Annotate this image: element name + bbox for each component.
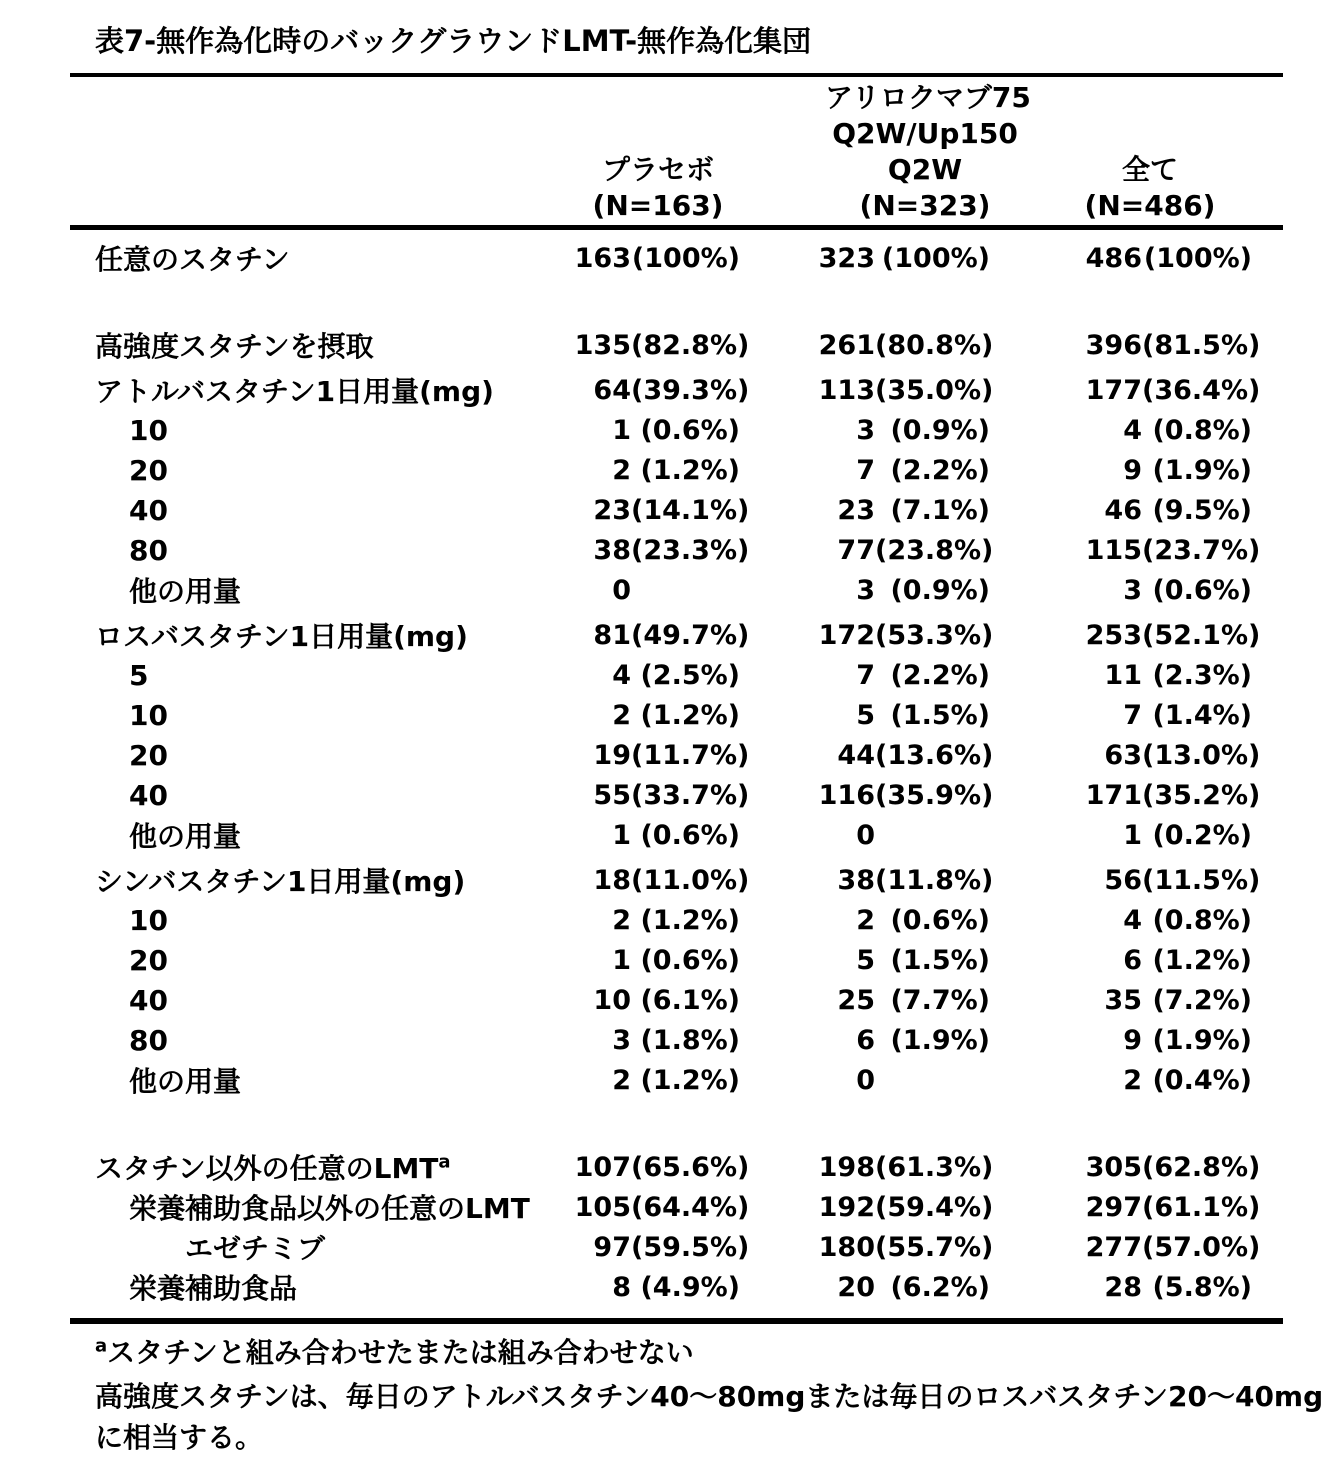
arm1-count-cell: 10 (593, 984, 631, 1016)
arm1-percent-cell: (0.6%) (640, 414, 740, 446)
table-row (70, 695, 1283, 735)
arm2-count-cell: 116 (818, 779, 875, 811)
arm2-percent-cell: (1.5%) (890, 944, 990, 976)
arm1-count-cell: 23 (593, 494, 631, 526)
arm1-count-cell: 0 (612, 574, 631, 606)
arm1-count-cell: 18 (593, 864, 631, 896)
row-label (70, 494, 560, 527)
header-rule (70, 225, 1283, 230)
arm2-count-cell: 261 (818, 329, 875, 361)
arm1-count-cell: 4 (612, 659, 631, 691)
arm2-percent-cell: (53.3%) (875, 619, 994, 651)
arm3-count-cell: 56 (1104, 864, 1142, 896)
arm1-percent-cell: (64.4%) (631, 1191, 750, 1223)
row-label (70, 570, 560, 610)
arm2-count-cell: 7 (856, 454, 875, 486)
arm3-percent-cell: (35.2%) (1142, 779, 1261, 811)
arm3-percent-cell: (1.9%) (1152, 454, 1252, 486)
footnote-marker: a (438, 1151, 451, 1173)
row-label-text: 40 (129, 983, 168, 1017)
row-label (70, 1267, 560, 1307)
footnote-a (95, 1336, 694, 1370)
row-label-text: 任意のスタチン (95, 243, 290, 276)
arm2-percent-cell: (2.2%) (890, 454, 990, 486)
arm3-percent-cell: (5.8%) (1152, 1271, 1252, 1303)
arm1-percent-cell: (1.2%) (640, 904, 740, 936)
arm3-percent-cell: (57.0%) (1142, 1231, 1261, 1263)
row-gap (70, 1100, 1283, 1142)
row-label (70, 779, 560, 812)
arm3-percent-cell: (1.2%) (1152, 944, 1252, 976)
table-row (70, 1267, 1283, 1307)
row-label (70, 370, 560, 410)
arm3-percent-cell: (0.8%) (1152, 414, 1252, 446)
arm1-count-cell: 105 (574, 1191, 631, 1223)
arm1-count-cell: 135 (574, 329, 631, 361)
table-row (70, 570, 1283, 610)
row-label (70, 815, 560, 855)
arm3-count-cell: 486 (1085, 242, 1142, 274)
table-row (70, 775, 1283, 815)
arm1-count-cell: 38 (593, 534, 631, 566)
arm1-header-name: プラセボ (601, 153, 714, 186)
arm1-count-cell: 2 (612, 699, 631, 731)
table-row (70, 735, 1283, 775)
arm3-percent-cell: (7.2%) (1152, 984, 1252, 1016)
row-label-text: 20 (129, 738, 168, 772)
arm3-count-cell: 63 (1104, 739, 1142, 771)
row-label-text: スタチン以外の任意のLMT (95, 1152, 439, 1185)
arm3-percent-cell: (2.3%) (1152, 659, 1252, 691)
row-label-text: 高強度スタチンを摂取 (95, 330, 374, 363)
arm3-percent-cell: (100%) (1143, 242, 1252, 274)
table-row (70, 655, 1283, 695)
row-label (70, 1147, 560, 1187)
column-header-arm3 (1050, 152, 1250, 224)
table-row (70, 940, 1283, 980)
table-row (70, 450, 1283, 490)
arm2-count-cell: 0 (856, 819, 875, 851)
table-row (70, 980, 1283, 1020)
row-label (70, 1060, 560, 1100)
arm3-percent-cell: (1.4%) (1152, 699, 1252, 731)
row-label (70, 1024, 560, 1057)
arm1-percent-cell: (4.9%) (640, 1271, 740, 1303)
arm3-percent-cell: (52.1%) (1142, 619, 1261, 651)
arm2-count-cell: 20 (837, 1271, 875, 1303)
arm1-count-cell: 1 (612, 944, 631, 976)
arm3-count-cell: 115 (1085, 534, 1142, 566)
arm2-percent-cell: (35.0%) (875, 374, 994, 406)
arm2-count-cell: 25 (837, 984, 875, 1016)
table-row (70, 1060, 1283, 1100)
table-row (70, 490, 1283, 530)
arm1-percent-cell: (33.7%) (631, 779, 750, 811)
row-label (70, 904, 560, 937)
row-label-text: 10 (129, 698, 168, 732)
arm1-count-cell: 2 (612, 454, 631, 486)
arm2-percent-cell: (1.9%) (890, 1024, 990, 1056)
arm3-header-name: 全て (1121, 153, 1178, 186)
arm2-percent-cell: (55.7%) (875, 1231, 994, 1263)
arm2-count-cell: 44 (837, 739, 875, 771)
arm3-count-cell: 1 (1123, 819, 1142, 851)
table-row (70, 615, 1283, 655)
arm2-header-n: (N=323) (859, 189, 991, 222)
arm1-count-cell: 3 (612, 1024, 631, 1056)
table-row (70, 1227, 1283, 1267)
arm3-percent-cell: (1.9%) (1152, 1024, 1252, 1056)
arm2-header-line3: Q2W (887, 153, 963, 186)
arm2-percent-cell: (23.8%) (875, 534, 994, 566)
arm2-count-cell: 5 (856, 699, 875, 731)
arm3-count-cell: 11 (1104, 659, 1142, 691)
row-label-text: 他の用量 (129, 575, 242, 608)
bottom-rule (70, 1318, 1283, 1324)
row-label-text: エゼチミブ (185, 1232, 326, 1265)
arm3-percent-cell: (36.4%) (1142, 374, 1261, 406)
arm2-percent-cell: (7.7%) (890, 984, 990, 1016)
row-label (70, 325, 560, 365)
arm3-count-cell: 46 (1104, 494, 1142, 526)
arm2-count-cell: 2 (856, 904, 875, 936)
arm1-percent-cell: (14.1%) (631, 494, 750, 526)
column-header-arm2 (825, 80, 1031, 224)
row-label (70, 1187, 560, 1227)
row-label-text: 10 (129, 903, 168, 937)
arm1-percent-cell: (1.2%) (640, 1064, 740, 1096)
arm2-percent-cell: (1.5%) (890, 699, 990, 731)
arm3-percent-cell: (9.5%) (1152, 494, 1252, 526)
row-label-text: 他の用量 (129, 1065, 242, 1098)
arm3-count-cell: 396 (1085, 329, 1142, 361)
arm2-count-cell: 77 (837, 534, 875, 566)
arm1-percent-cell: (100%) (631, 242, 740, 274)
arm2-percent-cell: (59.4%) (875, 1191, 994, 1223)
arm3-percent-cell: (0.8%) (1152, 904, 1252, 936)
arm3-count-cell: 6 (1123, 944, 1142, 976)
arm2-percent-cell: (35.9%) (875, 779, 994, 811)
arm2-percent-cell: (61.3%) (875, 1151, 994, 1183)
arm1-percent-cell: (39.3%) (631, 374, 750, 406)
arm3-count-cell: 35 (1104, 984, 1142, 1016)
table-row (70, 815, 1283, 855)
row-gap (70, 278, 1283, 320)
table-row (70, 325, 1283, 365)
arm2-count-cell: 3 (856, 414, 875, 446)
row-label (70, 1227, 560, 1267)
arm1-count-cell: 163 (574, 242, 631, 274)
arm2-percent-cell: (13.6%) (875, 739, 994, 771)
arm2-count-cell: 198 (818, 1151, 875, 1183)
arm3-percent-cell: (0.2%) (1152, 819, 1252, 851)
arm1-count-cell: 19 (593, 739, 631, 771)
arm2-count-cell: 172 (818, 619, 875, 651)
arm1-count-cell: 97 (593, 1231, 631, 1263)
arm1-count-cell: 64 (593, 374, 631, 406)
arm2-percent-cell: (80.8%) (875, 329, 994, 361)
row-label-text: 20 (129, 943, 168, 977)
arm2-percent-cell: (0.9%) (890, 414, 990, 446)
row-label-text: 栄養補助食品 (129, 1272, 298, 1305)
table-row (70, 370, 1283, 410)
arm3-count-cell: 177 (1085, 374, 1142, 406)
arm1-count-cell: 8 (612, 1271, 631, 1303)
row-label-text: 80 (129, 533, 168, 567)
row-label-text: 80 (129, 1023, 168, 1057)
arm3-count-cell: 297 (1085, 1191, 1142, 1223)
arm3-count-cell: 9 (1123, 454, 1142, 486)
row-label-text: 5 (129, 658, 149, 692)
arm1-percent-cell: (1.2%) (640, 454, 740, 486)
arm3-count-cell: 305 (1085, 1151, 1142, 1183)
arm3-percent-cell: (13.0%) (1142, 739, 1261, 771)
row-label (70, 699, 560, 732)
arm2-count-cell: 3 (856, 574, 875, 606)
table-title: 表7-無作為化時のバックグラウンドLMT-無作為化集団 (95, 24, 812, 58)
arm1-percent-cell: (65.6%) (631, 1151, 750, 1183)
row-label-text: アトルバスタチン1日用量(mg) (95, 375, 494, 408)
row-label-text: 10 (129, 413, 168, 447)
footnote-a-text: スタチンと組み合わせたまたは組み合わせない (107, 1336, 694, 1369)
arm2-percent-cell: (11.8%) (875, 864, 994, 896)
arm2-count-cell: 38 (837, 864, 875, 896)
arm2-percent-cell: (7.1%) (890, 494, 990, 526)
arm1-count-cell: 1 (612, 819, 631, 851)
arm3-count-cell: 4 (1123, 414, 1142, 446)
arm2-percent-cell: (6.2%) (890, 1271, 990, 1303)
row-label-text: 栄養補助食品以外の任意のLMT (129, 1192, 530, 1225)
arm2-percent-cell: (100%) (881, 242, 990, 274)
arm1-header-n: (N=163) (592, 189, 724, 222)
arm1-percent-cell: (59.5%) (631, 1231, 750, 1263)
arm3-percent-cell: (0.4%) (1152, 1064, 1252, 1096)
table-row (70, 1147, 1283, 1187)
arm3-percent-cell: (0.6%) (1152, 574, 1252, 606)
row-label-text: 他の用量 (129, 820, 242, 853)
row-label-text: 40 (129, 493, 168, 527)
arm2-header-line1: アリロクマブ75 (825, 81, 1031, 114)
arm1-percent-cell: (0.6%) (640, 819, 740, 851)
arm3-count-cell: 171 (1085, 779, 1142, 811)
arm3-count-cell: 28 (1104, 1271, 1142, 1303)
arm3-count-cell: 277 (1085, 1231, 1142, 1263)
table-row (70, 238, 1283, 278)
arm3-percent-cell: (11.5%) (1142, 864, 1261, 896)
table-body (70, 238, 1283, 1307)
row-label (70, 739, 560, 772)
row-label-text: シンバスタチン1日用量(mg) (95, 865, 466, 898)
arm2-count-cell: 113 (818, 374, 875, 406)
arm2-count-cell: 23 (837, 494, 875, 526)
table-row (70, 900, 1283, 940)
row-label (70, 454, 560, 487)
arm1-count-cell: 81 (593, 619, 631, 651)
arm3-count-cell: 7 (1123, 699, 1142, 731)
table-row (70, 530, 1283, 570)
footnote-a-marker: a (95, 1335, 108, 1357)
arm1-count-cell: 2 (612, 1064, 631, 1096)
arm3-count-cell: 9 (1123, 1024, 1142, 1056)
row-label (70, 615, 560, 655)
arm1-percent-cell: (1.8%) (640, 1024, 740, 1056)
arm3-count-cell: 2 (1123, 1064, 1142, 1096)
arm2-count-cell: 192 (818, 1191, 875, 1223)
arm1-count-cell: 2 (612, 904, 631, 936)
arm3-count-cell: 253 (1085, 619, 1142, 651)
row-label-text: ロスバスタチン1日用量(mg) (95, 620, 468, 653)
footnote-high-intensity-line1: 高強度スタチンは、毎日のアトルバスタチン40〜80mgまたは毎日のロスバスタチン20〜40mg (95, 1380, 1324, 1413)
table-row (70, 1187, 1283, 1227)
arm3-percent-cell: (62.8%) (1142, 1151, 1261, 1183)
arm2-percent-cell: (2.2%) (890, 659, 990, 691)
arm1-percent-cell: (6.1%) (640, 984, 740, 1016)
row-label (70, 534, 560, 567)
row-label (70, 944, 560, 977)
arm2-count-cell: 180 (818, 1231, 875, 1263)
arm3-count-cell: 4 (1123, 904, 1142, 936)
table-row (70, 1020, 1283, 1060)
footnote-high-intensity-line2: に相当する。 (95, 1421, 264, 1454)
arm2-count-cell: 0 (856, 1064, 875, 1096)
arm1-percent-cell: (11.0%) (631, 864, 750, 896)
arm1-percent-cell: (2.5%) (640, 659, 740, 691)
row-label (70, 984, 560, 1017)
arm3-percent-cell: (23.7%) (1142, 534, 1261, 566)
arm1-percent-cell: (0.6%) (640, 944, 740, 976)
arm2-count-cell: 323 (818, 242, 875, 274)
top-rule (70, 73, 1283, 77)
arm2-count-cell: 5 (856, 944, 875, 976)
row-label (70, 238, 560, 278)
arm1-percent-cell: (1.2%) (640, 699, 740, 731)
arm2-header-line2: Q2W/Up150 (832, 117, 1018, 150)
arm3-percent-cell: (81.5%) (1142, 329, 1261, 361)
arm3-count-cell: 3 (1123, 574, 1142, 606)
arm1-percent-cell: (82.8%) (631, 329, 750, 361)
row-label-text: 20 (129, 453, 168, 487)
arm1-count-cell: 1 (612, 414, 631, 446)
row-label (70, 860, 560, 900)
arm2-percent-cell: (0.9%) (890, 574, 990, 606)
column-header-arm1 (558, 152, 758, 224)
arm3-header-n: (N=486) (1084, 189, 1216, 222)
table-row (70, 860, 1283, 900)
arm2-percent-cell: (0.6%) (890, 904, 990, 936)
arm1-count-cell: 107 (574, 1151, 631, 1183)
arm3-percent-cell: (61.1%) (1142, 1191, 1261, 1223)
row-label (70, 414, 560, 447)
arm2-count-cell: 6 (856, 1024, 875, 1056)
arm1-percent-cell: (11.7%) (631, 739, 750, 771)
arm1-count-cell: 55 (593, 779, 631, 811)
table-row (70, 410, 1283, 450)
row-label (70, 659, 560, 692)
row-label-text: 40 (129, 778, 168, 812)
arm1-percent-cell: (49.7%) (631, 619, 750, 651)
arm2-count-cell: 7 (856, 659, 875, 691)
arm1-percent-cell: (23.3%) (631, 534, 750, 566)
